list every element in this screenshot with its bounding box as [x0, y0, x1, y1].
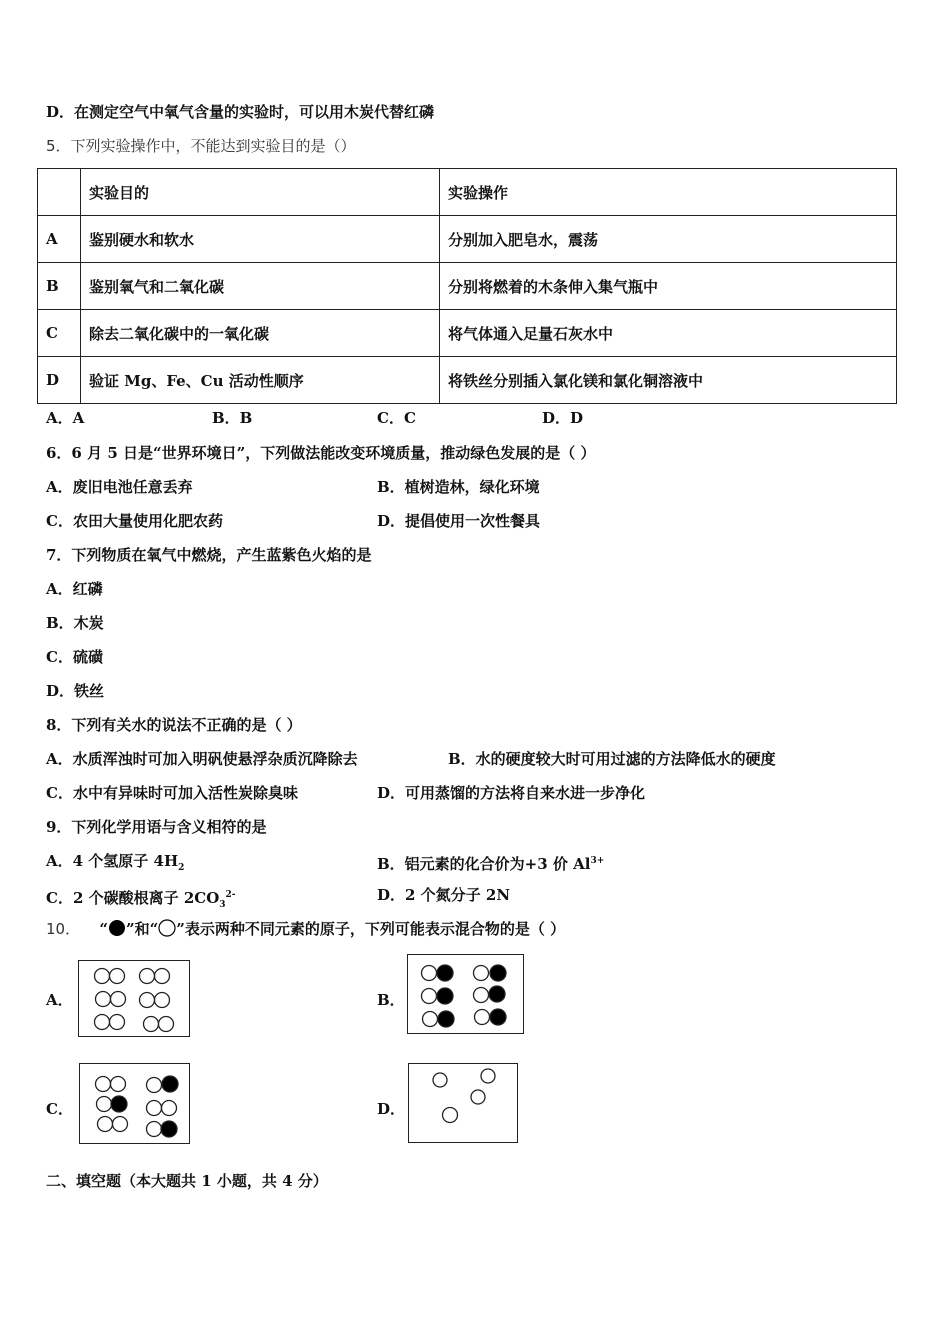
table-row: [38, 310, 897, 357]
q5-option-c: C．C: [377, 409, 416, 427]
q10-label-c: C．: [46, 1100, 73, 1118]
q6-option-d: D．提倡使用一次性餐具: [377, 512, 541, 530]
q9-option-d: D．2 个氮分子 2N: [377, 886, 511, 904]
table-cell: B: [38, 263, 81, 310]
q8-option-a: A．水质浑浊时可加入明矾使悬浮杂质沉降除去: [46, 750, 358, 768]
stem-text: ”表示两种不同元素的原子，下列可能表示混合物的是（ ）: [176, 920, 566, 938]
table-header-cell: 实验操作: [440, 169, 897, 216]
q8-option-d: D．可用蒸馏的方法将自来水进一步净化: [377, 784, 646, 802]
table-cell: 鉴别氧气和二氧化碳: [81, 263, 440, 310]
q9-stem: 9．下列化学用语与含义相符的是: [46, 818, 267, 836]
q9-option-b: [377, 851, 604, 874]
section-2-heading: 二、填空题（本大题共 1 小题，共 4 分）: [46, 1172, 328, 1190]
diagram-c: [79, 1063, 190, 1144]
q6-stem: 6．6 月 5 日是“世界环境日”，下列做法能改变环境质量，推动绿色发展的是（ ）: [46, 444, 596, 462]
q7-option-b: B．木炭: [46, 614, 104, 632]
q4-option-d: D．在测定空气中氧气含量的实验时，可以用木炭代替红磷: [46, 103, 435, 121]
q6-option-a: A．废旧电池任意丢弃: [46, 478, 193, 496]
q5-table: [37, 168, 897, 404]
q8-stem: 8．下列有关水的说法不正确的是（ ）: [46, 716, 302, 734]
table-cell: 将气体通入足量石灰水中: [440, 310, 897, 357]
q7-option-d: D．铁丝: [46, 682, 105, 700]
q10-label-a: A．: [46, 991, 73, 1009]
q8-option-c: C．水中有异味时可加入活性炭除臭味: [46, 784, 298, 802]
diagram-a: [78, 960, 190, 1037]
diagram-d: [408, 1063, 518, 1143]
q7-option-a: A．红磷: [46, 580, 103, 598]
table-cell: 鉴别硬水和软水: [81, 216, 440, 263]
option-text: B．铝元素的化合价为+3 价 Al: [377, 855, 591, 873]
q10-label-b: B．: [377, 991, 405, 1009]
table-cell: 分别将燃着的木条伸入集气瓶中: [440, 263, 897, 310]
q10-label-d: D．: [377, 1100, 406, 1118]
table-row: [38, 357, 897, 404]
table-cell: C: [38, 310, 81, 357]
table-row: [38, 263, 897, 310]
table-cell: 分别加入肥皂水，震荡: [440, 216, 897, 263]
table-cell: A: [38, 216, 81, 263]
option-text: A．4 个氢原子 4H: [46, 852, 179, 870]
table-header-cell: 实验目的: [81, 169, 440, 216]
white-atom-icon: [158, 919, 176, 937]
option-text: C．2 个碳酸根离子 2CO: [46, 889, 220, 907]
table-cell: D: [38, 357, 81, 404]
table-header-row: [38, 169, 897, 216]
superscript: 2-: [225, 890, 236, 900]
q9-option-c: [46, 885, 236, 915]
table-cell: 验证 Mg、Fe、Cu 活动性顺序: [81, 357, 440, 404]
q5-stem: 5．下列实验操作中，不能达到实验目的是（）: [46, 137, 356, 155]
q8-option-b: B．水的硬度较大时可用过滤的方法降低水的硬度: [448, 750, 776, 768]
q7-option-c: C．硫磺: [46, 648, 103, 666]
q5-option-b: B．B: [212, 409, 253, 427]
molecules-a: [79, 961, 189, 1036]
molecules-b: [408, 955, 523, 1033]
molecules-d: [409, 1064, 517, 1142]
question-number: 10．: [46, 920, 81, 938]
subscript: 3: [219, 900, 226, 910]
molecules-c: [80, 1064, 189, 1143]
q7-stem: 7．下列物质在氧气中燃烧，产生蓝紫色火焰的是: [46, 546, 372, 564]
q6-option-b: B．植树造林，绿化环境: [377, 478, 540, 496]
quote: ”和“: [125, 920, 159, 938]
table-header-cell: [38, 169, 81, 216]
superscript: 3+: [590, 856, 605, 866]
black-atom-icon: [108, 919, 126, 937]
table-row: [38, 216, 897, 263]
subscript: 2: [178, 863, 185, 873]
q10-stem: [46, 919, 565, 939]
q5-option-d: D．D: [542, 409, 584, 427]
table-cell: 将铁丝分别插入氯化镁和氯化铜溶液中: [440, 357, 897, 404]
quote: “: [99, 920, 108, 938]
q9-option-a: [46, 851, 184, 878]
table-cell: 除去二氧化碳中的一氧化碳: [81, 310, 440, 357]
q5-option-a: A．A: [46, 409, 85, 427]
q6-option-c: C．农田大量使用化肥农药: [46, 512, 223, 530]
diagram-b: [407, 954, 524, 1034]
